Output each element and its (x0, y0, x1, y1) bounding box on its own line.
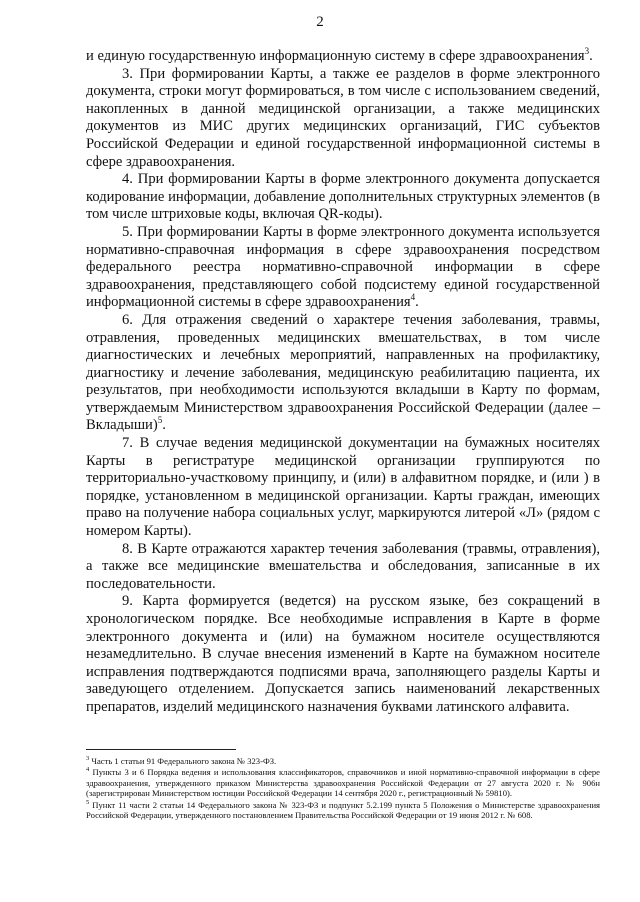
paragraph (86, 541, 600, 594)
footnote-divider (86, 749, 236, 750)
paragraph (86, 435, 600, 541)
paragraph (86, 312, 600, 435)
footnote-text: Часть 1 статьи 91 Федерального закона № 323-ФЗ. (89, 756, 277, 766)
paragraph-text: 9. Карта формируется (ведется) на русском языке, без сокращений в хронологическом порядке. Все необходимые исправления в Карте в форме электронного документа и (или) на бумажном носителе осуществляются незамедлительно. В случае внесения изменений в Карте на бумажном носителе исправления подтверждаются подписями врача, заполняющего разделы Карты и заведующего отделением. Допускается запись наименований лекарственных препаратов, изделий медицинского назначения буквами латинского алфавита. (86, 593, 600, 715)
footnote-number: 3 (86, 755, 90, 763)
paragraph (86, 66, 600, 172)
footnote-text: Пункты 3 и 6 Порядка ведения и использования классификаторов, справочников и иной нормативно-справочной информации в сфере здравоохранения, утвержденного приказом Министерства здравоохранения Российской Федерации от 27 августа 2020 г. № 906н (зарегистрирован Министерством юстиции Российской Федерации 14 сентября 2020 г., регистрационный № 59810). (86, 767, 600, 799)
paragraph-text: 7. В случае ведения медицинской документации на бумажных носителях Карты в регистратуре медицинской организации группируются по территориально-участковому принципу, и (или) в алфавитном порядке, и (или ) в порядке, установленном в медицинской организации. Карты граждан, имеющих право на получение набора социальных услуг, маркируются литерой «Л» (рядом с номером Карты). (86, 435, 600, 540)
paragraph (86, 593, 600, 716)
paragraph-end: . (162, 417, 166, 434)
body-text (86, 48, 600, 717)
paragraph-text: 8. В Карте отражаются характер течения заболевания (травмы, отравления), а также все медицинские вмешательства и обследования, записанные в их последовательности. (86, 540, 600, 592)
footnote-ref: 4 (410, 292, 416, 303)
paragraph (86, 48, 600, 66)
paragraph-text: 4. При формировании Карты в форме электронного документа допускается кодирование информации, добавление дополнительных структурных элементов (в том числе штриховые коды, включая QR-коды). (86, 171, 600, 223)
paragraph-text: и единую государственную информационную систему в сфере здравоохранения (86, 48, 585, 64)
paragraph (86, 224, 600, 312)
footnote-text: Пункт 11 части 2 статьи 14 Федерального закона № 323-ФЗ и подпункт 5.2.199 пункта 5 Положения о Министерстве здравоохранения Российской Федерации, утвержденного постановлением Правительства Российской Федерации от 19 июня 2012 г. № 608. (86, 799, 600, 821)
footnotes (86, 756, 600, 821)
paragraph (86, 171, 600, 224)
footnote-number: 5 (86, 798, 90, 806)
footnote (86, 767, 600, 798)
footnote-ref: 5 (157, 415, 163, 426)
footnote (86, 756, 600, 766)
paragraph-text: 6. Для отражения сведений о характере течения заболевания, травмы, отравления, проведенных медицинских вмешательствах, в том числе диагностических и лечебных мероприятий, направленных на профилактику, диагностику и лечение заболевания, медицинскую реабилитацию пациента, их результатов, при необходимости используются вкладыши в Карту по формам, утверждаемым Министерством здравоохранения Российской Федерации (далее – Вкладыши) (86, 311, 600, 434)
paragraph-text: 3. При формировании Карты, а также ее разделов в форме электронного документа, строки могут формироваться, в том числе с использованием сведений, накопленных в данной медицинской организации, а также медицинских документов из МИС других медицинских организаций, ГИС субъектов Российской Федерации и единой государственной информационной системы в сфере здравоохранения. (86, 65, 600, 170)
footnote (86, 800, 600, 821)
paragraph-end: . (415, 294, 419, 311)
page-number: 2 (316, 14, 324, 30)
paragraph-text: 5. При формировании Карты в форме электронного документа используется нормативно-справочная информация в сфере здравоохранения посредством федерального реестра нормативно-справочной информации в сфере здравоохранения, представляющего собой подсистему единой государственной информационной системы в сфере здравоохранения (86, 223, 600, 311)
paragraph-end: . (589, 48, 593, 64)
footnote-number: 4 (86, 766, 90, 774)
footnote-ref: 3 (584, 46, 590, 57)
